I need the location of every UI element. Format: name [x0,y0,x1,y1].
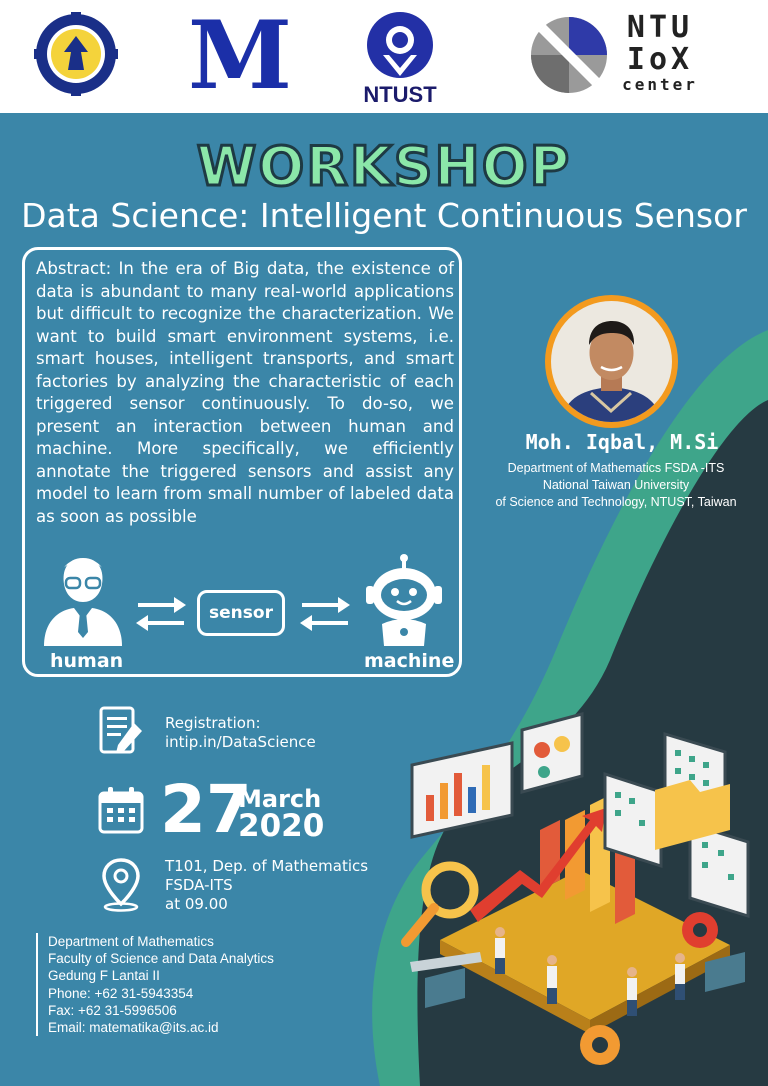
ntu-iox-logo-mark [530,16,608,94]
arrows-sensor-machine-icon [298,592,352,632]
location-room: T101, Dep. of Mathematics [165,857,369,875]
event-year: 2020 [238,808,325,844]
event-month: March [238,785,322,813]
speaker-name: Moh. Iqbal, M.Si [525,430,719,454]
contact-building: Gedung F Lantai II [48,968,160,984]
location-faculty: FSDA-ITS [165,876,233,894]
ntu-iox-logo-text: NTU IoX center [622,10,698,94]
speaker-affiliation: Department of Mathematics FSDA -ITS National Taiwan University of Science and Technology, NTUST, Taiwan [495,461,737,509]
contact-fax: Fax: +62 31-5996506 [48,1002,177,1018]
m-logo: M [188,1,293,111]
machine-label: machine [364,650,455,672]
registration-link[interactable]: intip.in/DataScience [165,733,316,751]
arrows-human-sensor-icon [134,592,188,632]
contact-email: Email: matematika@its.ac.id [48,1020,219,1036]
its-logo [34,12,118,96]
contact-block [36,933,348,1036]
avatar [551,301,672,422]
contact-faculty: Faculty of Science and Data Analytics [48,951,274,967]
event-time: at 09.00 [165,895,228,913]
registration-label: Registration: [165,714,261,732]
ntust-logo-mark [365,10,435,82]
event-day: 27 [160,771,252,848]
page-title: WORKSHOP [196,135,572,198]
location-pin-icon [98,856,144,912]
contact-phone: Phone: +62 31-5943354 [48,985,194,1001]
contact-department: Department of Mathematics [48,934,214,949]
robot-icon [362,552,446,648]
registration-form-icon [98,705,144,761]
data-science-illustration [400,700,760,1080]
human-label: human [50,650,124,672]
page-subtitle: Data Science: Intelligent Continuous Sensor [21,196,747,235]
calendar-icon [97,785,145,835]
abstract-text: Abstract: In the era of Big data, the existence of data is abundant to many real-world applications but difficult to recognize the characterization. We want to build smart environment systems, i.e. smart houses, intelligent transports, and smart factories by analyzing the characteristic of each triggered sensor continuously. To do-so, we present an interaction between human and machine. More specifically, we efficiently annotate the triggered sensors and assist any model to learn from small number of labeled data as soon as possible [36,259,454,526]
ntust-logo-label: NTUST [363,82,437,107]
human-icon [40,552,126,648]
speaker-photo [545,295,678,428]
sensor-box: sensor [197,590,285,636]
